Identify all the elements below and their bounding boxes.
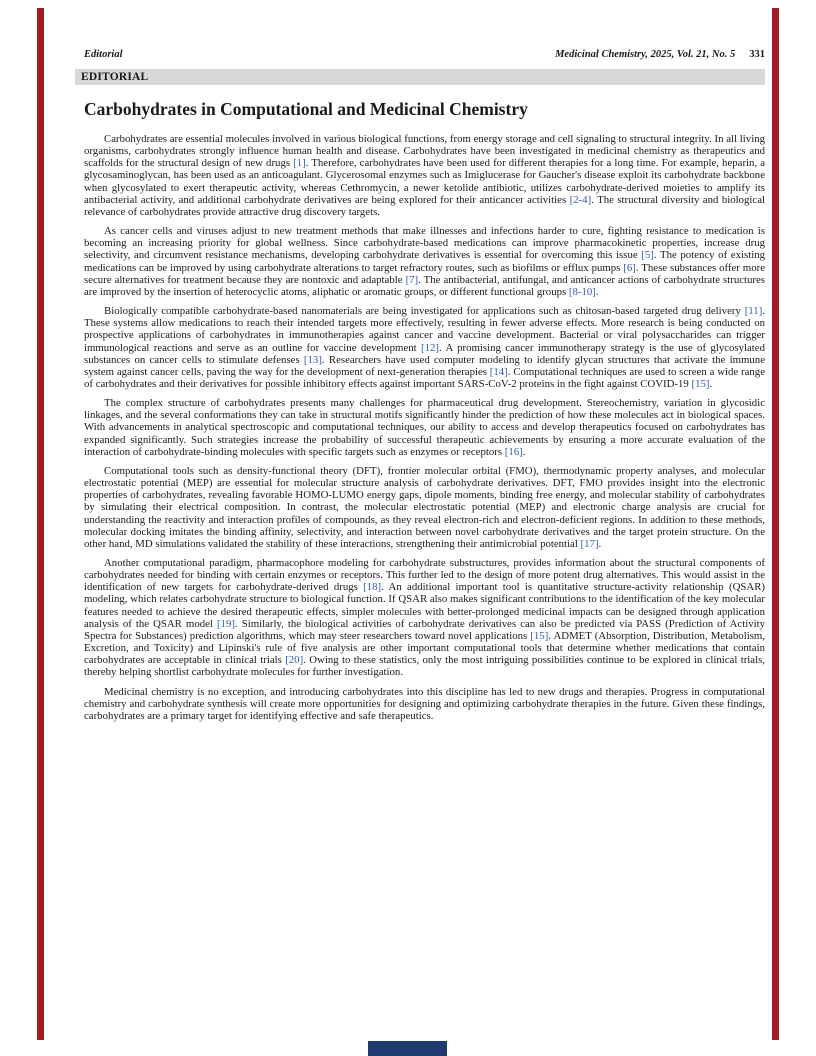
article-title: Carbohydrates in Computational and Medicinal Chemistry [84, 99, 528, 119]
page-content [81, 0, 766, 729]
right-edge-bar [772, 8, 779, 1040]
article-body [84, 133, 765, 722]
paragraph-7: Medicinal chemistry is no exception, and introducing carbohydrates into this discipline has led to new drugs and therapies. Progress in computational chemistry and carbohydrate synthesis will create more opportunities for designing and optimizing carbohydrate therapies in the future. Given these findings, carbohydrates are a primary target for identifying effective and safe therapeutics. [84, 685, 765, 722]
citation-link[interactable]: [5] [641, 249, 654, 262]
running-header-section-label: Editorial [84, 49, 123, 60]
journal-citation: Medicinal Chemistry, 2025, Vol. 21, No. 5 [555, 49, 736, 60]
citation-link[interactable]: [18] [363, 581, 382, 594]
citation-link[interactable]: [19] [216, 617, 235, 630]
paragraph-2: As cancer cells and viruses adjust to new treatment methods that make illnesses and infections harder to cure, fighting resistance to medication is becoming an increasing priority for global wellness. Since carbohydrate-based medications can improve pharmacokinetic properties, increase drug selectivity, and circumvent resistance mechanisms, developing carbohydrate derivatives is essential for overcoming this issue [5]. The potency of existing medications can be improved by using carbohydrate alterations to target refractory routes, such as biofilms or efflux pumps [6]. These substances offer more secure alternatives for treatment because they are nontoxic and adaptable [7]. The antibacterial, antifungal, and anticancer actions of carbohydrate structures are improved by the insertion of heterocyclic atoms, aliphatic or aromatic groups, or different functional groups [8-10]. [84, 225, 765, 298]
citation-link[interactable]: [7] [405, 273, 419, 286]
citation-link[interactable]: [15] [530, 629, 549, 642]
citation-link[interactable]: [17] [580, 537, 599, 550]
editorial-banner-label: EDITORIAL [81, 71, 149, 83]
paragraph-3: Biologically compatible carbohydrate-based nanomaterials are being investigated for applications such as chitosan-based targeted drug delivery [11]. These systems allow medications to reach their intended targets more effectively, resulting in fewer adverse effects. More research is being conducted on prospective applications of carbohydrates in immunotherapies against cancer and vaccine development. Bacterial or viral polysaccharides can trigger immunological reactions and serve as an outline for vaccine development [12]. A promising cancer immunotherapy strategy is the use of glycosylated substances on cancer cells to stimulate defenses [13]. Researchers have used computer modeling to identify glycan structures that activate the immune system against cancer cells, paving the way for the development of next-generation therapies [14]. Computational techniques are used to screen a wide range of carbohydrates and their derivatives for possible inhibitory effects against important SARS-CoV-2 proteins in the fight against COVID-19 [15]. [84, 305, 765, 390]
citation-link[interactable]: [13] [303, 353, 322, 366]
citation-link[interactable]: [2-4] [569, 193, 592, 206]
editorial-banner [75, 69, 765, 85]
citation-link[interactable]: [15] [691, 377, 710, 390]
citation-link[interactable]: [11] [744, 305, 763, 318]
running-header-journal-line [555, 49, 765, 60]
paragraph-1: Carbohydrates are essential molecules involved in various biological functions, from energy storage and cell signaling to structural integrity. In all living organisms, carbohydrates strongly influence human health and disease. Carbohydrates have been investigated in medicinal chemistry as therapeutics and scaffolds for the structural design of new drugs [1]. Therefore, carbohydrates have been used for different therapies for a long time. For example, heparin, a glycosaminoglycan, has been used as an anticoagulant. Glycerosomal enzymes such as Imiglucerase for Gaucher's disease exploit its carbohydrate backbone when glycosylated to exert therapeutic activity, whereas Cethromycin, a newer ketolide antibiotic, utilizes carbohydrate-derived moieties to amplify its antibacterial activity, and additional carbohydrate derivatives are being explored for their anticancer activities [2-4]. The structural diversity and biological relevance of carbohydrates provide attractive drug discovery targets. [84, 133, 766, 218]
footer-brand-box [368, 1041, 447, 1056]
paragraph-5: Computational tools such as density-functional theory (DFT), frontier molecular orbital (FMO), thermodynamic property analyses, and molecular electrostatic potential (MEP) are essential for molecular structure analysis of carbohydrate derivatives. DFT, FMO provides insight into the electronic properties of carbohydrates, revealing favorable HOMO-LUMO energy gaps, dipole moments, binding free energy, and molecular stability of carbohydrates by simulating their electrical composition. In contrast, the molecular electrostatic potential (MEP) and electronic charge analysis are crucial for understanding the reactivity and interaction profiles of compounds, as they reveal electron-rich and electron-deficient regions. In addition to these methods, molecular docking imitates the binding affinity, selectivity, and interaction between novel carbohydrate derivatives and the target protein structure. On the other hand, MD simulations validated the stability of these interactions, strengthening their antimicrobial potential [17]. [84, 464, 765, 550]
paragraph-6: Another computational paradigm, pharmacophore modeling for carbohydrate substructures, provides information about the structural components of carbohydrates needed for binding with certain enzymes or receptors. This further led to the design of more potent drug alternatives. This would assist in the identification of new targets for carbohydrate-derived drugs [18]. An additional important tool is quantitative structure-activity relationship (QSAR) modeling, which relates carbohydrate structure to biological function. If QSAR also makes significant contributions to the identification of the key molecular features needed to achieve the desired therapeutic effects, simpler molecules with better-prolonged medicinal impacts can be designed through application analysis of the QSAR model [19]. Similarly, the biological activities of carbohydrate derivatives can also be predicted via PASS (Prediction of Activity Spectra for Substances) prediction algorithms, which may steer researchers toward novel applications [15]. ADMET (Absorption, Distribution, Metabolism, Excretion, and Toxicity) and Lipinski's rule of five analysis are other important computational tools that determine whether medications that contain carbohydrates are acceptable in clinical trials [20]. Owing to these statistics, only the most intriguing possibilities continue to be explored in clinical trials, thereby helping shortlist carbohydrate molecules for further investigation. [84, 557, 765, 679]
left-edge-bar [37, 8, 44, 1040]
paragraph-4: The complex structure of carbohydrates presents many challenges for pharmaceutical drug development. Stereochemistry, variation in glycosidic linkages, and the several conformations they can take in structural motifs significantly hinder the prediction of how these molecules act in biological spaces. With advancements in analytical spectroscopic and computational techniques, our ability to access and develop therapeutics focused on carbohydrates has expanded significantly. Such strategies increase the probability of successful therapeutic achievements by ensuring a more accurate evaluation of the interaction of carbohydrate-binding molecules with specific targets such as enzymes or receptors [16]. [84, 397, 765, 458]
citation-link[interactable]: [8-10] [568, 285, 596, 298]
citation-link[interactable]: [14] [489, 365, 508, 378]
running-header [84, 49, 765, 60]
citation-link[interactable]: [16] [504, 445, 523, 458]
citation-link[interactable]: [6] [623, 261, 636, 274]
citation-link[interactable]: [12] [421, 341, 440, 354]
page-number: 331 [749, 49, 765, 60]
citation-link[interactable]: [1] [293, 157, 306, 170]
citation-link[interactable]: [20] [285, 654, 304, 667]
